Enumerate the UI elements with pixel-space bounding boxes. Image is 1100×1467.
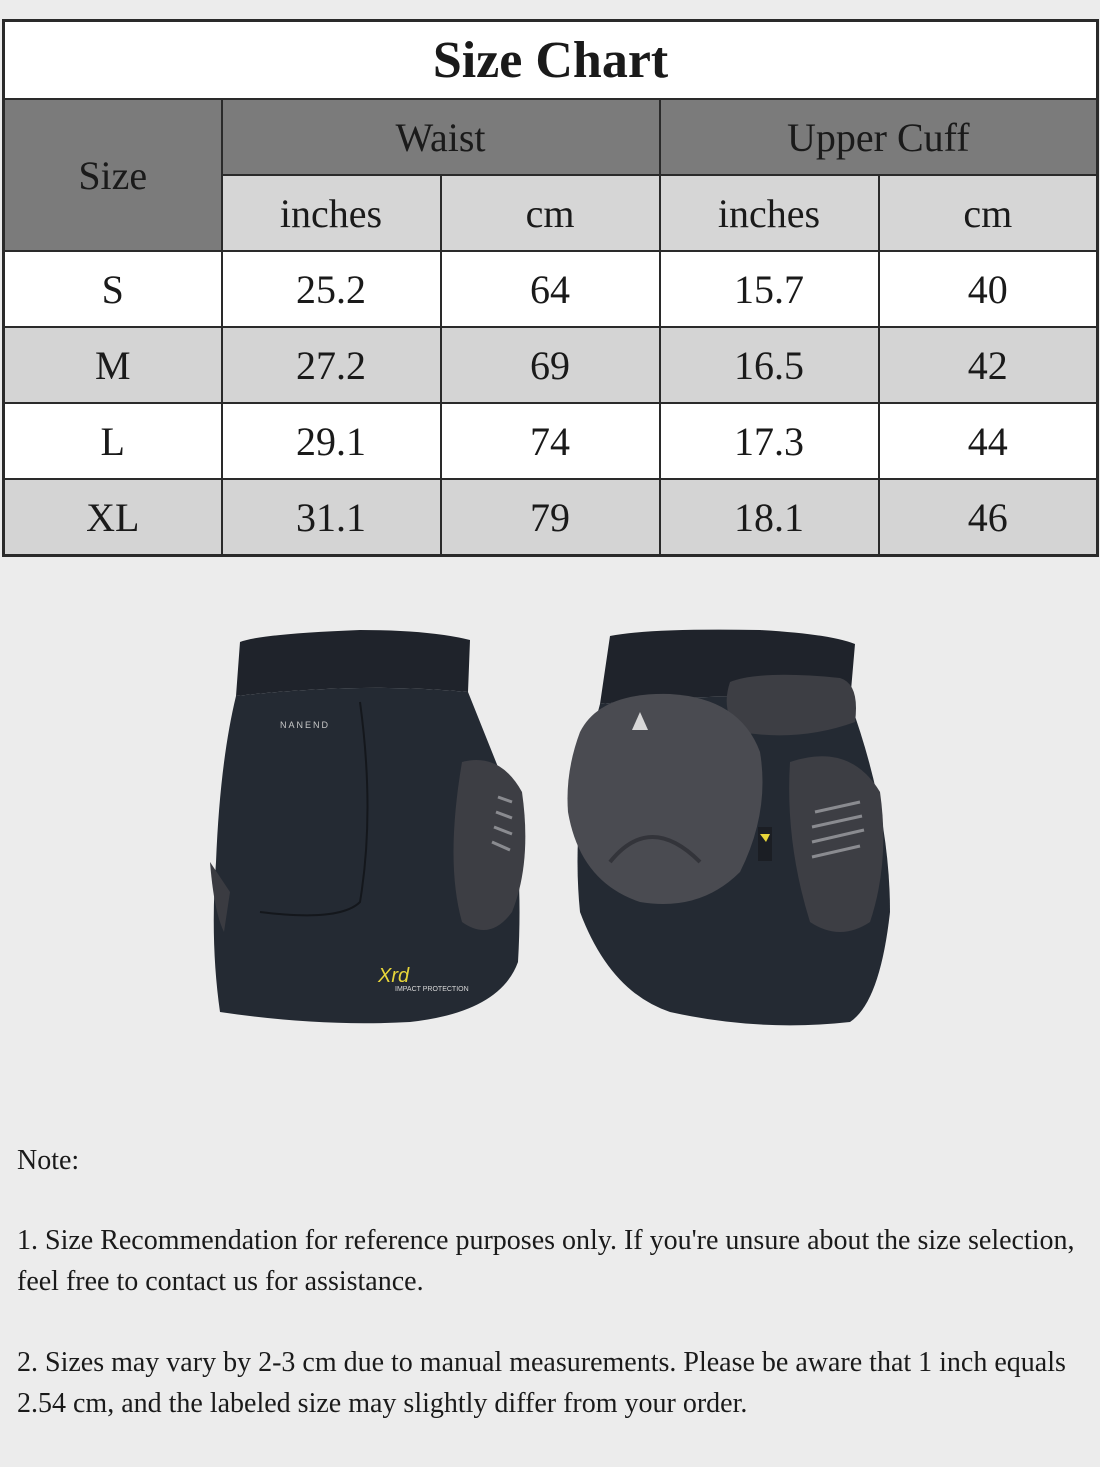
protective-shorts-illustration	[200, 612, 900, 1042]
value-cell: 16.5	[660, 327, 879, 403]
value-cell: 18.1	[660, 479, 879, 556]
note-item-1: 1. Size Recommendation for reference purposes only. If you're unsure about the size selection, feel free to contact us for assistance.	[17, 1225, 1075, 1297]
note-item-2: 2. Sizes may vary by 2-3 cm due to manual measurements. Please be aware that 1 inch equals 2.54 cm, and the labeled size may slightly differ from your order.	[17, 1347, 1066, 1419]
waist-inches-header: inches	[222, 175, 441, 251]
cuff-inches-header: inches	[660, 175, 879, 251]
size-chart-title: Size Chart	[4, 21, 1098, 100]
size-column-header: Size	[4, 99, 222, 251]
value-cell: 42	[879, 327, 1098, 403]
value-cell: 79	[441, 479, 660, 556]
waist-cm-header: cm	[441, 175, 660, 251]
notes-section	[17, 1140, 1077, 1464]
size-chart-table	[2, 19, 1099, 557]
value-cell: 27.2	[222, 327, 441, 403]
value-cell: 17.3	[660, 403, 879, 479]
size-cell: M	[4, 327, 222, 403]
table-row	[4, 251, 1098, 327]
value-cell: 40	[879, 251, 1098, 327]
value-cell: 46	[879, 479, 1098, 556]
shorts-front-view	[210, 630, 525, 1023]
note-label: Note:	[17, 1145, 80, 1176]
value-cell: 69	[441, 327, 660, 403]
shorts-back-view	[568, 630, 891, 1026]
value-cell: 31.1	[222, 479, 441, 556]
size-cell: L	[4, 403, 222, 479]
cuff-cm-header: cm	[879, 175, 1098, 251]
value-cell: 15.7	[660, 251, 879, 327]
xrd-logo-subtext: IMPACT PROTECTION	[395, 986, 469, 993]
xrd-logo: Xrd	[378, 965, 410, 987]
table-row	[4, 327, 1098, 403]
upper-cuff-group-header: Upper Cuff	[660, 99, 1098, 175]
table-row	[4, 479, 1098, 556]
value-cell: 74	[441, 403, 660, 479]
product-image	[200, 612, 900, 1042]
value-cell: 29.1	[222, 403, 441, 479]
table-row	[4, 403, 1098, 479]
size-cell: XL	[4, 479, 222, 556]
value-cell: 25.2	[222, 251, 441, 327]
waist-group-header: Waist	[222, 99, 660, 175]
value-cell: 64	[441, 251, 660, 327]
size-cell: S	[4, 251, 222, 327]
brand-label: NANEND	[280, 720, 331, 730]
value-cell: 44	[879, 403, 1098, 479]
